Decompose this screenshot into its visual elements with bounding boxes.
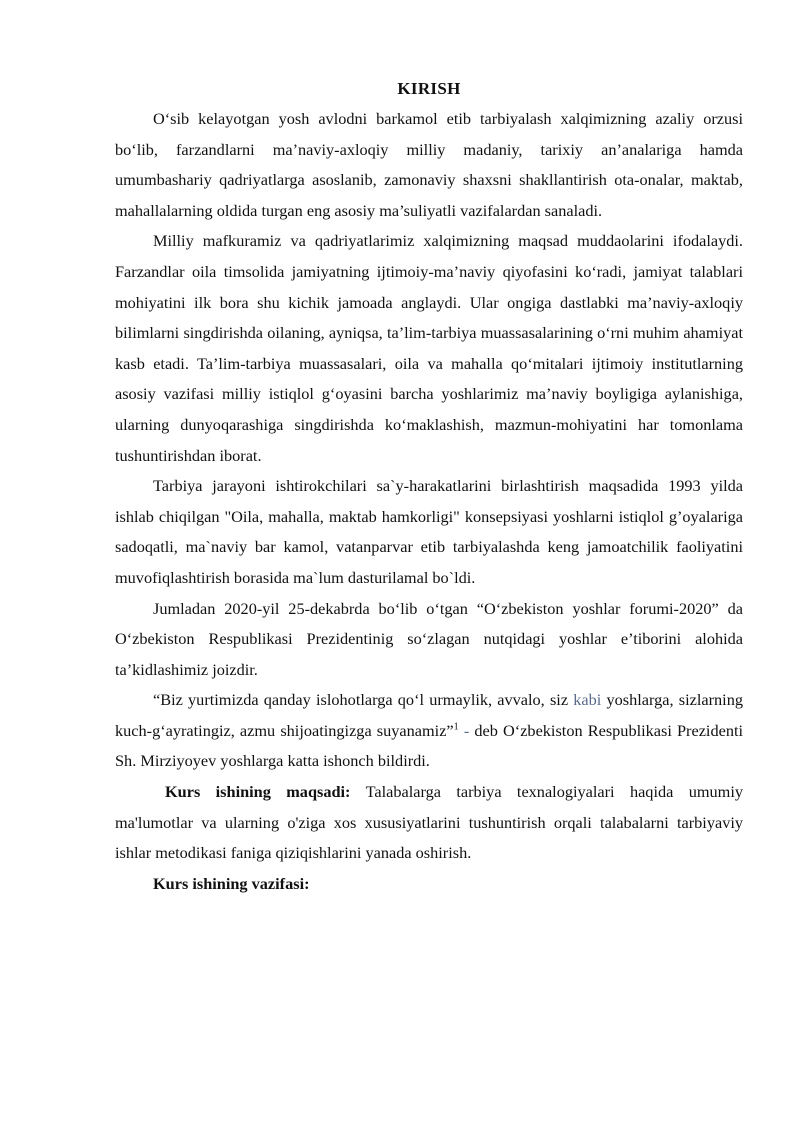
tasks-label: Kurs ishining vazifasi: <box>153 873 310 893</box>
quote-text-2: yoshlarga, sizlarning kuch-g‘ayratingiz, azmu shijoatingizga suyanamiz” <box>115 690 743 740</box>
paragraph-tasks <box>115 869 743 900</box>
paragraph-forum: Jumladan 2020-yil 25-dekabrda bo‘lib o‘tgan “O‘zbekiston yoshlar forumi-2020” da O‘zbekiston Respublikasi Prezidentinig so‘zlagan nutqidagi yoshlar e’tiborini alohida ta’kidlashimiz joizdir. <box>115 598 743 679</box>
paragraph-quote <box>115 685 743 777</box>
quote-dash: - <box>458 720 475 740</box>
quote-text-1: “Biz yurtimizda qanday islohotlarga qo‘l urmaylik, avvalo, siz <box>153 690 574 710</box>
paragraph-concept: Tarbiya jarayoni ishtirokchilari sa`y-harakatlarini birlashtirish maqsadida 1993 yilda ishlab chiqilgan "Oila, mahalla, maktab hamkorligi" konsepsiyasi yoshlarni istiqlol g’oyalariga sadoqatli, ma`naviy bar kamol, vatanparvar etib tarbiyalashda keng jamoatchilik faoliyatini muvofiqlashtirish borasida ma`lum dasturilamal bo`ldi. <box>115 476 743 587</box>
goal-label: Kurs ishining maqsadi: <box>165 782 351 802</box>
paragraph-goal <box>115 777 743 869</box>
footnote-marker[interactable]: 1 <box>453 721 459 733</box>
document-page <box>115 74 743 899</box>
goal-text: Talabalarga tarbiya texnalogiyalari haqida umumiy ma'lumotlar va ularning o'ziga xos xususiyatlarini tushuntirish orqali talabalarni tarbiyaviy ishlar metodikasi faniga qiziqishlarini yanada oshirish. <box>115 782 743 863</box>
paragraph-ideology: Milliy mafkuramiz va qadriyatlarimiz xalqimizning maqsad muddaolarini ifodalaydi. Farzandlar oila timsolida jamiyatning ijtimoiy-ma’naviy qiyofasini ko‘radi, jamiyat talablari mohiyatini ilk bora shu kichik jamoada anglaydi. Ular ongiga dastlabki ma’naviy-axloqiy bilimlarni singdirishda oilaning, ayniqsa, ta’lim-tarbiya muassasalarining o‘rni muhim ahamiyat kasb etadi. Ta’lim-tarbiya muassasalari, oila va mahalla qo‘mitalari ijtimoiy institutlarning asosiy vazifasi milliy istiqlol g‘oyasini barcha yoshlarimiz ma’naviy boyligiga aylanishiga, ularning dunyoqarashiga singdirishda ko‘maklashish, mazmun-mohiyatini har tomonlama tushuntirishdan iborat. <box>115 231 743 465</box>
quote-text-3: deb O‘zbekiston Respublikasi Prezidenti Sh. Mirziyoyev yoshlarga katta ishonch bildirdi. <box>115 720 744 771</box>
quote-word-kabi: kabi <box>573 690 602 710</box>
page-title: KIRISH <box>397 79 461 98</box>
paragraph-intro: O‘sib kelayotgan yosh avlodni barkamol etib tarbiyalash xalqimizning azaliy orzusi bo‘lib, farzandlarni ma’naviy-axloqiy milliy madaniy, tarixiy an’analariga hamda umumbashariy qadriyatlarga asoslanib, zamonaviy shaxsni shakllantirish ota-onalar, maktab, mahallalarning oldida turgan eng asosiy ma’suliyatli vazifalardan sanaladi. <box>115 109 743 220</box>
